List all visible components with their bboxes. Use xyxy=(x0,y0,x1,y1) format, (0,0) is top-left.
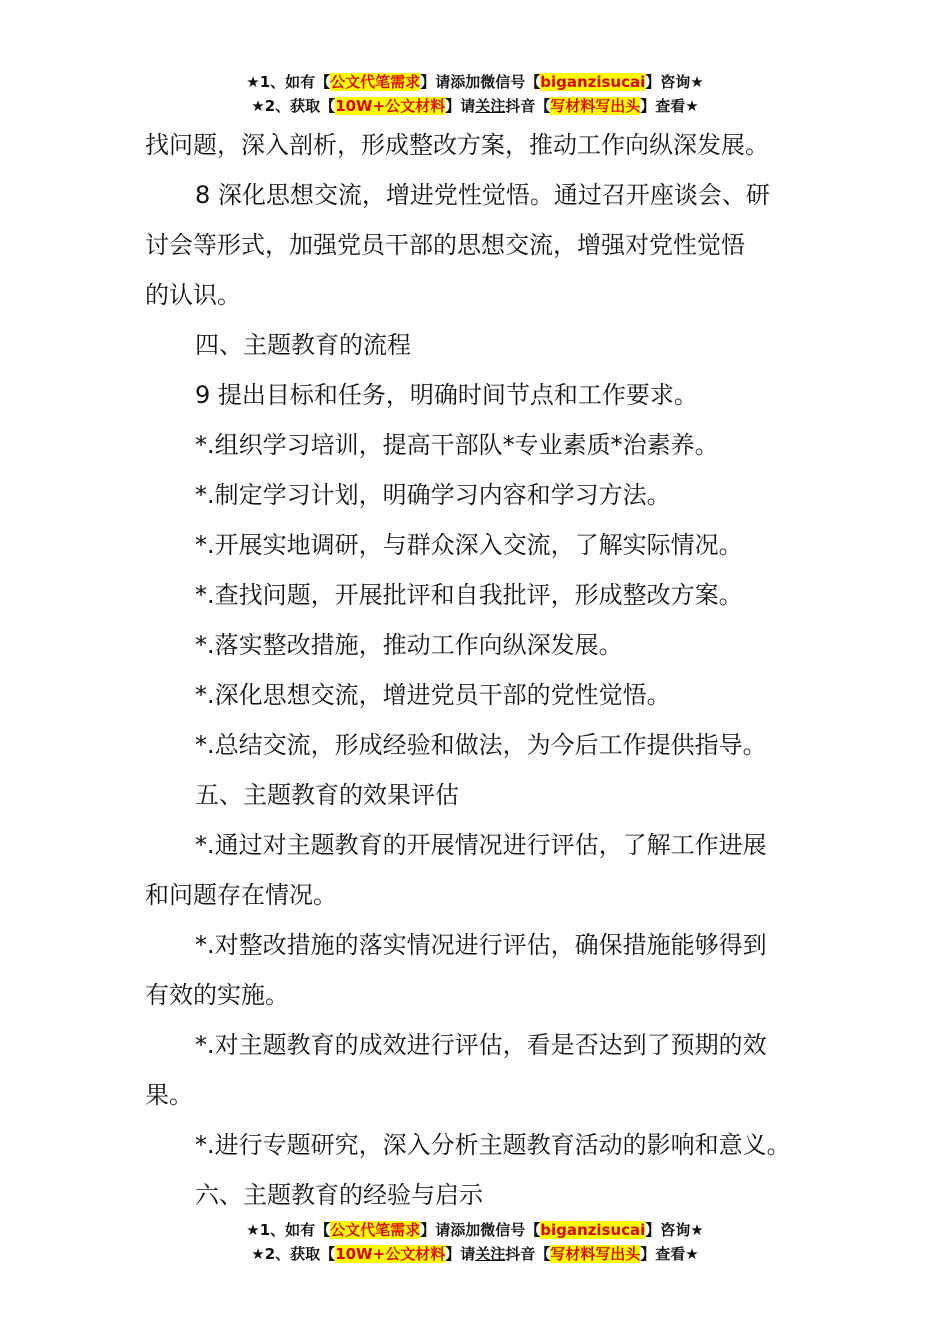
banner-douyin-name: 写材料写出头 xyxy=(550,1245,641,1263)
list-item: *.深化思想交流，增进党员干部的党性觉悟。 xyxy=(195,681,671,709)
banner-text: 】请 xyxy=(445,97,476,115)
text-line: 8 深化思想交流，增进党性觉悟。通过召开座谈会、研 xyxy=(195,181,770,209)
list-item: *.制定学习计划，明确学习内容和学习方法。 xyxy=(195,481,671,509)
banner-text: 】请添加微信号【 xyxy=(420,73,541,91)
text-line: 讨会等形式，加强党员干部的思想交流，增强对党性觉悟 xyxy=(145,231,745,259)
section-heading: 五、主题教育的效果评估 xyxy=(195,781,459,809)
banner-text: 】查看★ xyxy=(640,1245,699,1263)
banner-text: 】咨询★ xyxy=(645,73,704,91)
footer-banner xyxy=(0,1218,950,1266)
list-item: *.对整改措施的落实情况进行评估，确保措施能够得到 xyxy=(195,931,767,959)
banner-text: 】查看★ xyxy=(640,97,699,115)
text-line: 有效的实施。 xyxy=(145,981,289,1009)
banner-text: ★1、如有【 xyxy=(246,73,331,91)
header-banner xyxy=(0,70,950,118)
banner-text: ★2、获取【 xyxy=(251,1245,336,1263)
list-item: *.组织学习培训，提高干部队*专业素质*治素养。 xyxy=(195,431,719,459)
banner-highlight: 公文代笔需求 xyxy=(330,1221,421,1239)
banner-text: 】咨询★ xyxy=(645,1221,704,1239)
banner-highlight: 10W+公文材料 xyxy=(335,97,446,115)
list-item: *.查找问题，开展批评和自我批评，形成整改方案。 xyxy=(195,581,743,609)
list-item: *.通过对主题教育的开展情况进行评估，了解工作进展 xyxy=(195,831,767,859)
text-line: 的认识。 xyxy=(145,281,241,309)
list-item: *.总结交流，形成经验和做法，为今后工作提供指导。 xyxy=(195,731,767,759)
banner-line-2 xyxy=(0,94,950,118)
section-heading: 六、主题教育的经验与启示 xyxy=(195,1181,483,1209)
list-item: *.开展实地调研，与群众深入交流，了解实际情况。 xyxy=(195,531,743,559)
banner-text: 】请 xyxy=(445,1245,476,1263)
banner-text: ★2、获取【 xyxy=(251,97,336,115)
banner-text: 抖音【 xyxy=(505,97,551,115)
banner-wechat-id: biganzisucai xyxy=(540,1221,646,1239)
banner-line-1 xyxy=(0,70,950,94)
banner-line-1 xyxy=(0,1218,950,1242)
banner-text: 】请添加微信号【 xyxy=(420,1221,541,1239)
list-item: *.进行专题研究，深入分析主题教育活动的影响和意义。 xyxy=(195,1131,791,1159)
banner-text: ★1、如有【 xyxy=(246,1221,331,1239)
banner-highlight: 公文代笔需求 xyxy=(330,73,421,91)
banner-text: 抖音【 xyxy=(505,1245,551,1263)
banner-underlined: 关注 xyxy=(475,1245,506,1263)
section-heading: 四、主题教育的流程 xyxy=(195,331,411,359)
list-item: *.落实整改措施，推动工作向纵深发展。 xyxy=(195,631,623,659)
banner-highlight: 10W+公文材料 xyxy=(335,1245,446,1263)
text-line: 和问题存在情况。 xyxy=(145,881,337,909)
text-line: 找问题，深入剖析，形成整改方案，推动工作向纵深发展。 xyxy=(145,131,769,159)
banner-wechat-id: biganzisucai xyxy=(540,73,646,91)
list-item: *.对主题教育的成效进行评估，看是否达到了预期的效 xyxy=(195,1031,767,1059)
banner-douyin-name: 写材料写出头 xyxy=(550,97,641,115)
banner-underlined: 关注 xyxy=(475,97,506,115)
text-line: 9 提出目标和任务，明确时间节点和工作要求。 xyxy=(195,381,698,409)
text-line: 果。 xyxy=(145,1081,193,1109)
banner-line-2 xyxy=(0,1242,950,1266)
